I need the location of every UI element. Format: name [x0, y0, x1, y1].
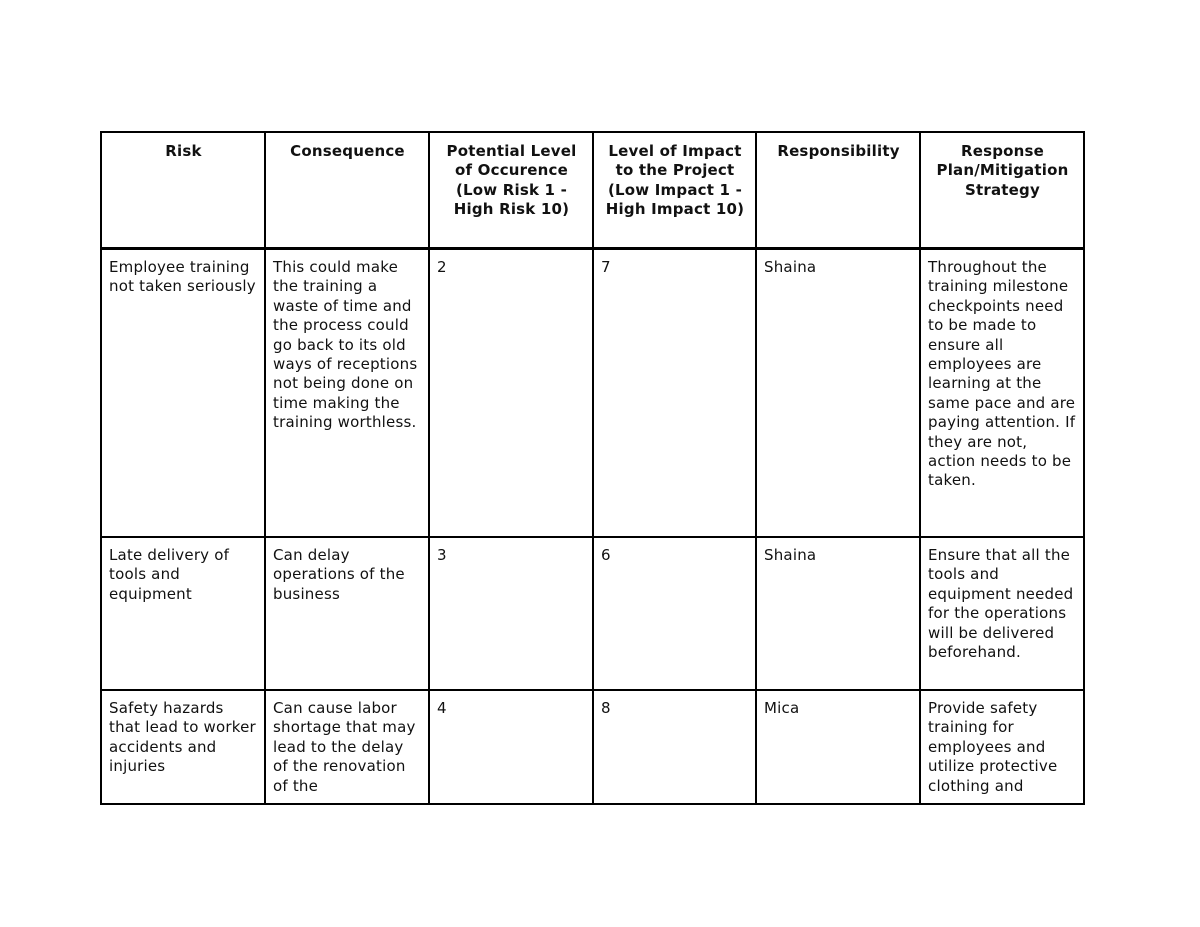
cell-risk: Employee training not taken seriously: [101, 249, 265, 538]
header-response-plan: Response Plan/Mitigation Strategy: [920, 132, 1084, 249]
cell-impact: 6: [593, 537, 756, 690]
cell-response: Throughout the training milestone checkpoints need to be made to ensure all employees are learning at the same pace and are paying attention. If they are not, action needs to be taken.: [920, 249, 1084, 538]
table-header-row: [101, 132, 1084, 249]
cell-responsibility: Shaina: [756, 249, 920, 538]
header-level-of-impact: Level of Impact to the Project (Low Impact 1 - High Impact 10): [593, 132, 756, 249]
cell-consequence: Can delay operations of the business: [265, 537, 429, 690]
cell-consequence: Can cause labor shortage that may lead to the delay of the renovation of the: [265, 690, 429, 804]
cell-responsibility: Mica: [756, 690, 920, 804]
cell-response: Ensure that all the tools and equipment needed for the operations will be delivered beforehand.: [920, 537, 1084, 690]
cell-consequence: This could make the training a waste of time and the process could go back to its old ways of receptions not being done on time making the training worthless.: [265, 249, 429, 538]
risk-management-table: [100, 131, 1085, 805]
cell-risk: Safety hazards that lead to worker accidents and injuries: [101, 690, 265, 804]
header-responsibility: Responsibility: [756, 132, 920, 249]
header-consequence: Consequence: [265, 132, 429, 249]
table-row: [101, 537, 1084, 690]
cell-occurrence: 3: [429, 537, 593, 690]
header-risk: Risk: [101, 132, 265, 249]
cell-impact: 7: [593, 249, 756, 538]
cell-occurrence: 4: [429, 690, 593, 804]
table-row: [101, 690, 1084, 804]
cell-responsibility: Shaina: [756, 537, 920, 690]
table-row: [101, 249, 1084, 538]
header-potential-occurrence: Potential Level of Occurence (Low Risk 1 - High Risk 10): [429, 132, 593, 249]
cell-impact: 8: [593, 690, 756, 804]
cell-occurrence: 2: [429, 249, 593, 538]
cell-risk: Late delivery of tools and equipment: [101, 537, 265, 690]
cell-response: Provide safety training for employees and utilize protective clothing and: [920, 690, 1084, 804]
